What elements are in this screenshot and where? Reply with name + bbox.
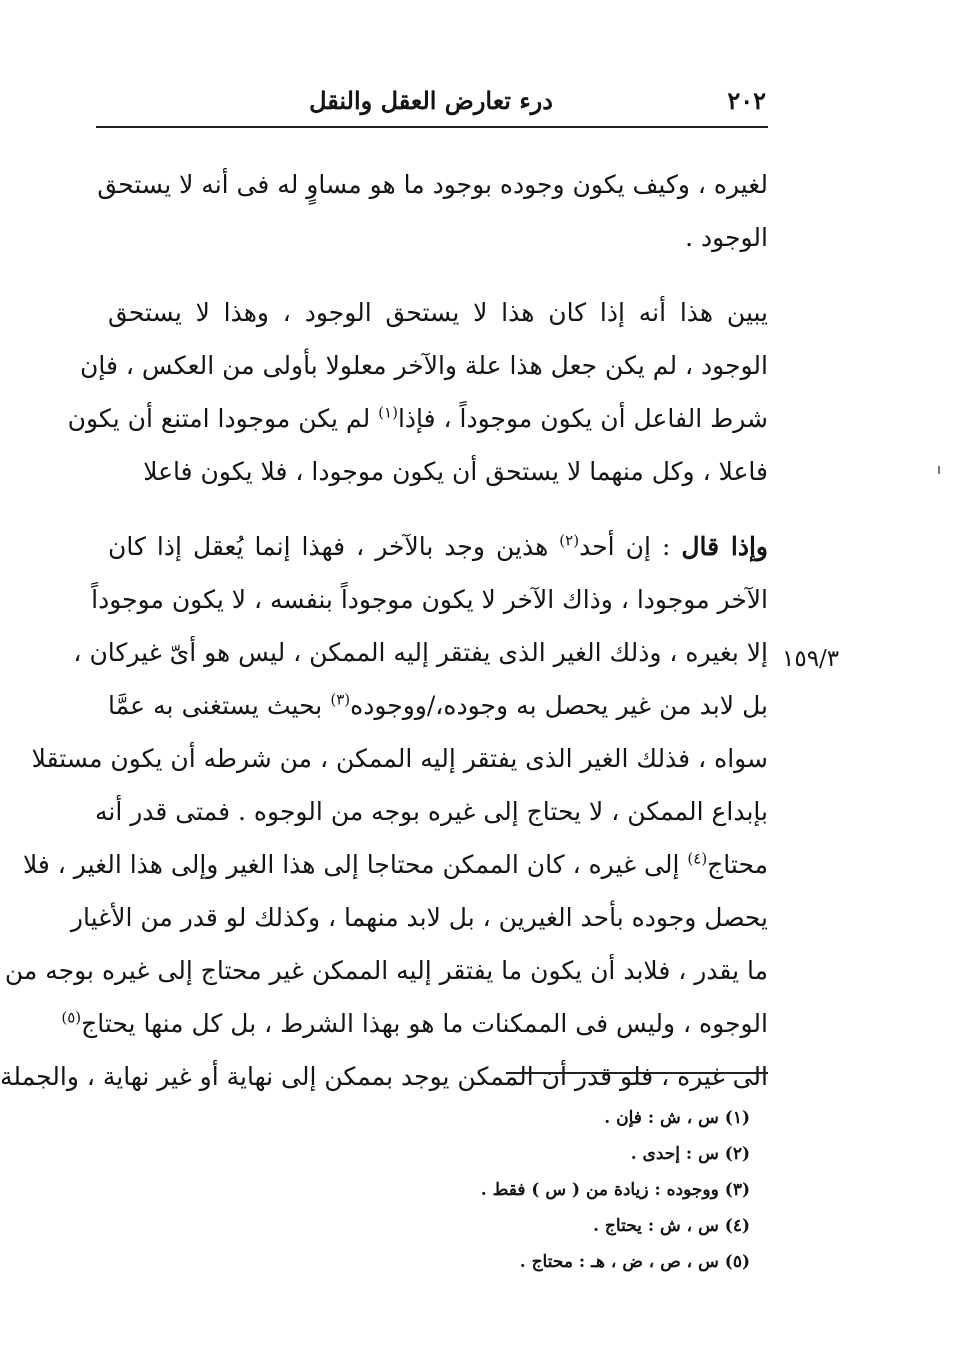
- text-line: [108, 286, 768, 339]
- footnote-marker: (١): [378, 403, 398, 422]
- margin-reference: ١٥٩/٣: [782, 646, 840, 672]
- page-number: ٢٠٢: [727, 86, 766, 115]
- line-text: بحيث يستغنى به عمَّا: [108, 691, 331, 720]
- running-title: درء تعارض العقل والنقل: [309, 86, 553, 115]
- text-line: [67, 392, 768, 445]
- footnote: (١) س ، ش : فإن .: [604, 1108, 750, 1128]
- footnote-marker: (٥): [61, 1008, 82, 1027]
- text-line: [108, 445, 768, 498]
- paragraph: [67, 286, 768, 498]
- paragraph-gap: [108, 264, 768, 286]
- text-line: [94, 785, 768, 838]
- text-line: [97, 158, 768, 211]
- line-text: محتاج: [707, 850, 768, 879]
- line-text: يبين هذا أنه إذا كان هذا لا يستحق الوجود ، وهذا لا يستحق: [108, 298, 768, 327]
- text-line: [22, 838, 768, 891]
- text-line: [80, 339, 768, 392]
- footnote-marker: (٤): [687, 849, 708, 868]
- header-rule: [96, 126, 768, 128]
- line-text: لغيره ، وكيف يكون وجوده بوجود ما هو مساوٍ له فى أنه لا يستحق: [97, 170, 768, 199]
- text-line: [108, 679, 768, 732]
- scan-mark: [938, 466, 940, 474]
- footnote-marker: (٢): [559, 531, 580, 550]
- line-text: يحصل وجوده بأحد الغيرين ، بل لابد منهما ، وكذلك لو قدر من الأغيار: [70, 903, 768, 932]
- line-text: سواه ، فذلك الغير الذى يفتقر إليه الممكن ، من شرطه أن يكون مستقلا: [31, 744, 768, 773]
- line-text: إلى غيره ، كان الممكن محتاجا إلى هذا الغير وإلى هذا الغير ، فلا: [22, 850, 688, 879]
- paragraph: [0, 520, 768, 1103]
- footnotes: [360, 1100, 750, 1280]
- page-header: [96, 80, 766, 124]
- text-line: [108, 211, 768, 264]
- text-line: [73, 626, 768, 679]
- text-line: [4, 944, 768, 997]
- line-text: الوجوه ، وليس فى الممكنات ما هو بهذا الشرط ، بل كل منها يحتاج: [81, 1009, 768, 1038]
- line-text: الوجود .: [685, 223, 768, 252]
- line-text: لم يكن موجودا امتنع أن يكون: [67, 404, 379, 433]
- text-line: [70, 891, 768, 944]
- line-text: بل لابد من غير يحصل به وجوده،/ووجوده: [350, 691, 768, 720]
- line-text: فاعلا ، وكل منهما لا يستحق أن يكون موجودا ، فلا يكون فاعلا: [143, 457, 768, 486]
- footnote: (٥) س ، ص ، ض ، هـ : محتاج .: [519, 1252, 750, 1272]
- footnote: (٤) س ، ش : يحتاج .: [593, 1216, 750, 1236]
- footnote-rule: [506, 1072, 768, 1074]
- text-line: [108, 520, 768, 573]
- line-text: بإبداع الممكن ، لا يحتاج إلى غيره بوجه من الوجوه . فمتى قدر أنه: [94, 797, 768, 826]
- line-text: الوجود ، لم يكن جعل هذا علة والآخر معلولا بأولى من العكس ، فإن: [80, 351, 768, 380]
- line-text: ما يقدر ، فلابد أن يكون ما يفتقر إليه الممكن غير محتاج إلى غيره بوجه من: [4, 956, 768, 985]
- paragraph-gap: [108, 498, 768, 520]
- text-line: [0, 1050, 768, 1103]
- footnote: (٢) س : إحدى .: [630, 1144, 750, 1164]
- footnote-marker: (٣): [330, 690, 351, 709]
- text-line: [61, 997, 768, 1050]
- text-line: [91, 573, 768, 626]
- line-text: الى غيره ، فلو قدر أن الممكن يوجد بممكن إلى نهاية أو غير نهاية ، والجملة: [0, 1062, 768, 1091]
- line-text: : إن أحد: [579, 532, 682, 561]
- footnote: (٣) ووجوده : زيادة من ( س ) فقط .: [480, 1180, 750, 1200]
- main-text: [0, 158, 768, 1103]
- paragraph: [97, 158, 768, 264]
- line-text: هذين وجد بالآخر ، فهذا إنما يُعقل إذا كان: [108, 532, 560, 561]
- text-line: [31, 732, 768, 785]
- line-text: شرط الفاعل أن يكون موجوداً ، فإذا: [397, 404, 768, 433]
- lead-phrase: وإذا قال: [681, 532, 768, 561]
- line-text: الآخر موجودا ، وذاك الآخر لا يكون موجوداً بنفسه ، لا يكون موجوداً: [91, 585, 768, 614]
- line-text: إلا بغيره ، وذلك الغير الذى يفتقر إليه الممكن ، ليس هو أىّ غيركان ،: [73, 638, 768, 667]
